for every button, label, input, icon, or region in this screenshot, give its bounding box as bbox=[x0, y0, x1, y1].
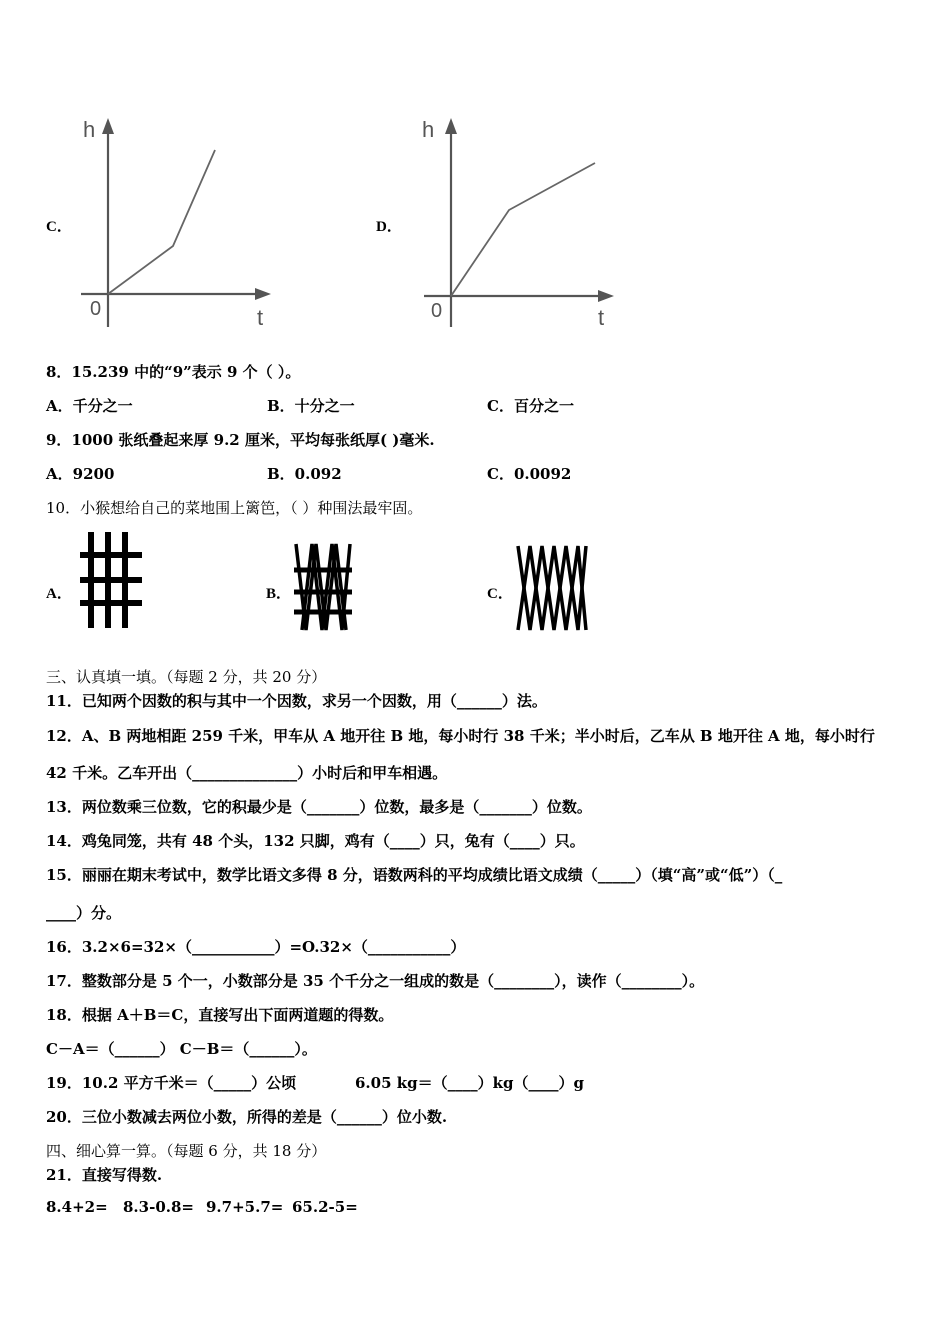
question-8-option-a[interactable]: A．千分之一 bbox=[46, 397, 133, 415]
question-10-option-a[interactable]: A． bbox=[46, 586, 72, 602]
question-21-item-3: 9.7+5.7= bbox=[206, 1198, 284, 1216]
option-c-label: C． bbox=[46, 219, 72, 235]
question-12-line2: 42 千米。乙车开出（______________）小时后和甲车相遇。 bbox=[46, 764, 448, 782]
graph-d-origin: 0 bbox=[431, 300, 443, 322]
question-13: 13．两位数乘三位数，它的积最少是（_______）位数，最多是（_______）位数。 bbox=[46, 798, 592, 816]
graph-d bbox=[418, 112, 623, 332]
section-4-heading: 四、细心算一算。（每题 6 分，共 18 分） bbox=[46, 1142, 327, 1160]
question-8-option-b[interactable]: B．十分之一 bbox=[267, 397, 355, 415]
graph-c bbox=[75, 112, 280, 332]
question-21-item-4: 65.2-5= bbox=[292, 1198, 358, 1216]
question-19-part1: 19．10.2 平方千米＝（_____）公顷 bbox=[46, 1074, 297, 1092]
fence-mixed-b bbox=[292, 540, 354, 634]
graph-c-h-label: h bbox=[83, 117, 96, 142]
graph-c-origin: 0 bbox=[90, 298, 102, 320]
question-21-item-1: 8.4+2= bbox=[46, 1198, 108, 1216]
question-8-option-c[interactable]: C．百分之一 bbox=[487, 397, 574, 415]
question-10-option-b[interactable]: B． bbox=[266, 586, 292, 602]
question-21-item-2: 8.3-0.8= bbox=[123, 1198, 194, 1216]
question-15-line2: ____）分。 bbox=[46, 904, 122, 922]
fence-zigzag-c bbox=[514, 542, 590, 634]
question-14: 14．鸡兔同笼，共有 48 个头，132 只脚，鸡有（____）只，兔有（____）只。 bbox=[46, 832, 585, 850]
question-9-option-a[interactable]: A．9200 bbox=[46, 465, 115, 483]
question-20: 20．三位小数减去两位小数，所得的差是（______）位小数. bbox=[46, 1108, 448, 1126]
section-3-heading: 三、认真填一填。（每题 2 分，共 20 分） bbox=[46, 668, 327, 686]
question-10-stem: 10．小猴想给自己的菜地围上篱笆，（ ）种围法最牢固。 bbox=[46, 499, 423, 517]
question-21-stem: 21．直接写得数. bbox=[46, 1166, 163, 1184]
question-15-line1: 15．丽丽在期末考试中，数学比语文多得 8 分，语数两科的平均成绩比语文成绩（_____）（填“高”或“低”）（_ bbox=[46, 866, 783, 884]
graph-d-line bbox=[451, 163, 595, 296]
question-12-line1: 12．A、B 两地相距 259 千米，甲车从 A 地开往 B 地，每小时行 38 千米；半小时后，乙车从 B 地开往 A 地，每小时行 bbox=[46, 727, 875, 745]
graph-c-t-label: t bbox=[257, 305, 264, 330]
question-9-option-b[interactable]: B．0.092 bbox=[267, 465, 342, 483]
question-19-part2: 6.05 kg＝（____）kg（____）g bbox=[355, 1074, 585, 1092]
question-16: 16．3.2×6=32×（___________）=O.32×（___________） bbox=[46, 938, 466, 956]
question-10-option-c[interactable]: C． bbox=[487, 586, 513, 602]
question-9-stem: 9．1000 张纸叠起来厚 9.2 厘米，平均每张纸厚( )毫米. bbox=[46, 431, 435, 449]
question-11: 11．已知两个因数的积与其中一个因数，求另一个因数，用（______）法。 bbox=[46, 692, 547, 710]
graph-c-line bbox=[108, 150, 215, 294]
question-8-stem: 8．15.239 中的“9”表示 9 个（ ）。 bbox=[46, 363, 301, 381]
question-18-stem: 18．根据 A＋B＝C，直接写出下面两道题的得数。 bbox=[46, 1006, 394, 1024]
graph-d-t-label: t bbox=[598, 305, 605, 330]
option-d-label: D． bbox=[376, 219, 402, 235]
question-9-option-c[interactable]: C．0.0092 bbox=[487, 465, 572, 483]
question-18-answers: C－A＝（______） C－B＝（______）。 bbox=[46, 1040, 317, 1058]
fence-grid-a bbox=[78, 530, 144, 630]
question-17: 17．整数部分是 5 个一，小数部分是 35 个千分之一组成的数是（________），读作（________）。 bbox=[46, 972, 705, 990]
graph-d-h-label: h bbox=[422, 117, 435, 142]
